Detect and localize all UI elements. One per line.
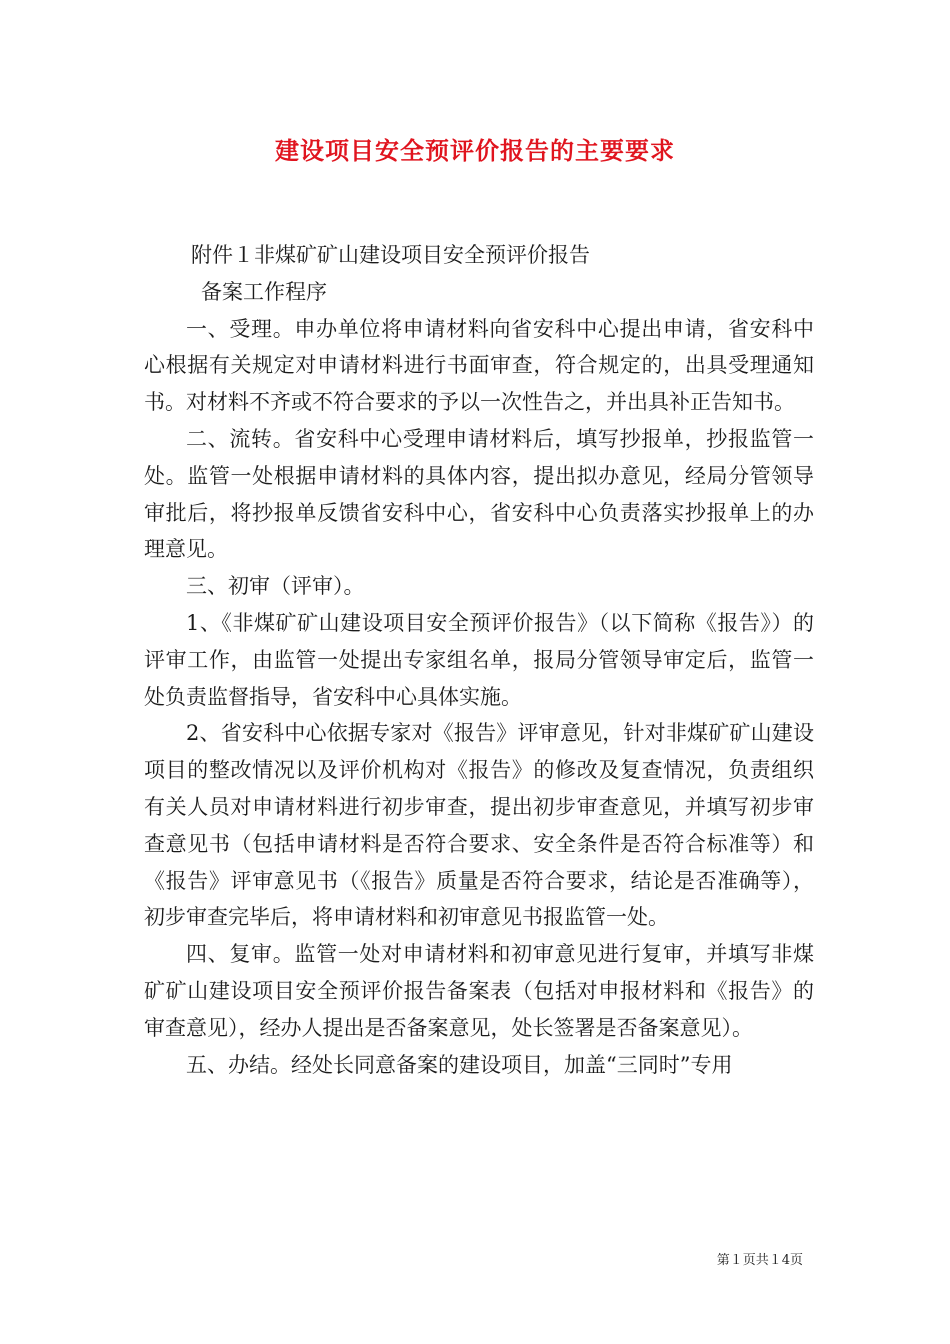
paragraph-preliminary-review-heading: 三、初审（评审）。 (186, 574, 365, 599)
page-number: 第１页共１4页 (716, 1253, 803, 1268)
document-title: 建设项目安全预评价报告的主要要求 (275, 136, 675, 165)
paragraph-review-item-1: 1、《非煤矿矿山建设项目安全预评价报告》（以下简称《报告》）的评审工作，由监管一处提出专家组名单，报局分管领导审定后，监管一处负责监督指导，省安科中心具体实施。 (144, 610, 814, 709)
paragraph-completion: 五、办结。经处长同意备案的建设项目，加盖“三同时”专用 (186, 1052, 733, 1077)
paragraph-re-review: 四、复审。监管一处对申请材料和初审意见进行复审，并填写非煤矿矿山建设项目安全预评价报告备案表（包括对申报材料和《报告》的审查意见），经办人提出是否备案意见，处长签署是否备案意见）。 (144, 942, 814, 1040)
paragraph-circulation: 二、流转。省安科中心受理申请材料后，填写抄报单，抄报监管一处。监管一处根据申请材料的具体内容，提出拟办意见，经局分管领导审批后，将抄报单反馈省安科中心，省安科中心负责落实抄报单上的办理意见。 (144, 426, 814, 562)
paragraph-acceptance: 一、受理。申办单位将申请材料向省安科中心提出申请，省安科中心根据有关规定对申请材料进行书面审查，符合规定的，出具受理通知书。对材料不齐或不符合要求的予以一次性告之，并出具补正告知书。 (144, 316, 814, 415)
paragraph-review-item-2: 2、省安科中心依据专家对《报告》评审意见，针对非煤矿矿山建设项目的整改情况以及评价机构对《报告》的修改及复查情况，负责组织有关人员对申请材料进行初步审查，提出初步审查意见，并填写初步审查意见书（包括申请材料是否符合要求、安全条件是否符合标准等）和《报告》评审意见书（《报告》质量是否符合要求，结论是否准确等），初步审查完毕后，将申请材料和初审意见书报监管一处。 (144, 721, 814, 930)
document-body (144, 237, 814, 1083)
attachment-subheading: 备案工作程序 (201, 279, 327, 304)
attachment-heading: 附件１非煤矿矿山建设项目安全预评价报告 (191, 243, 590, 267)
